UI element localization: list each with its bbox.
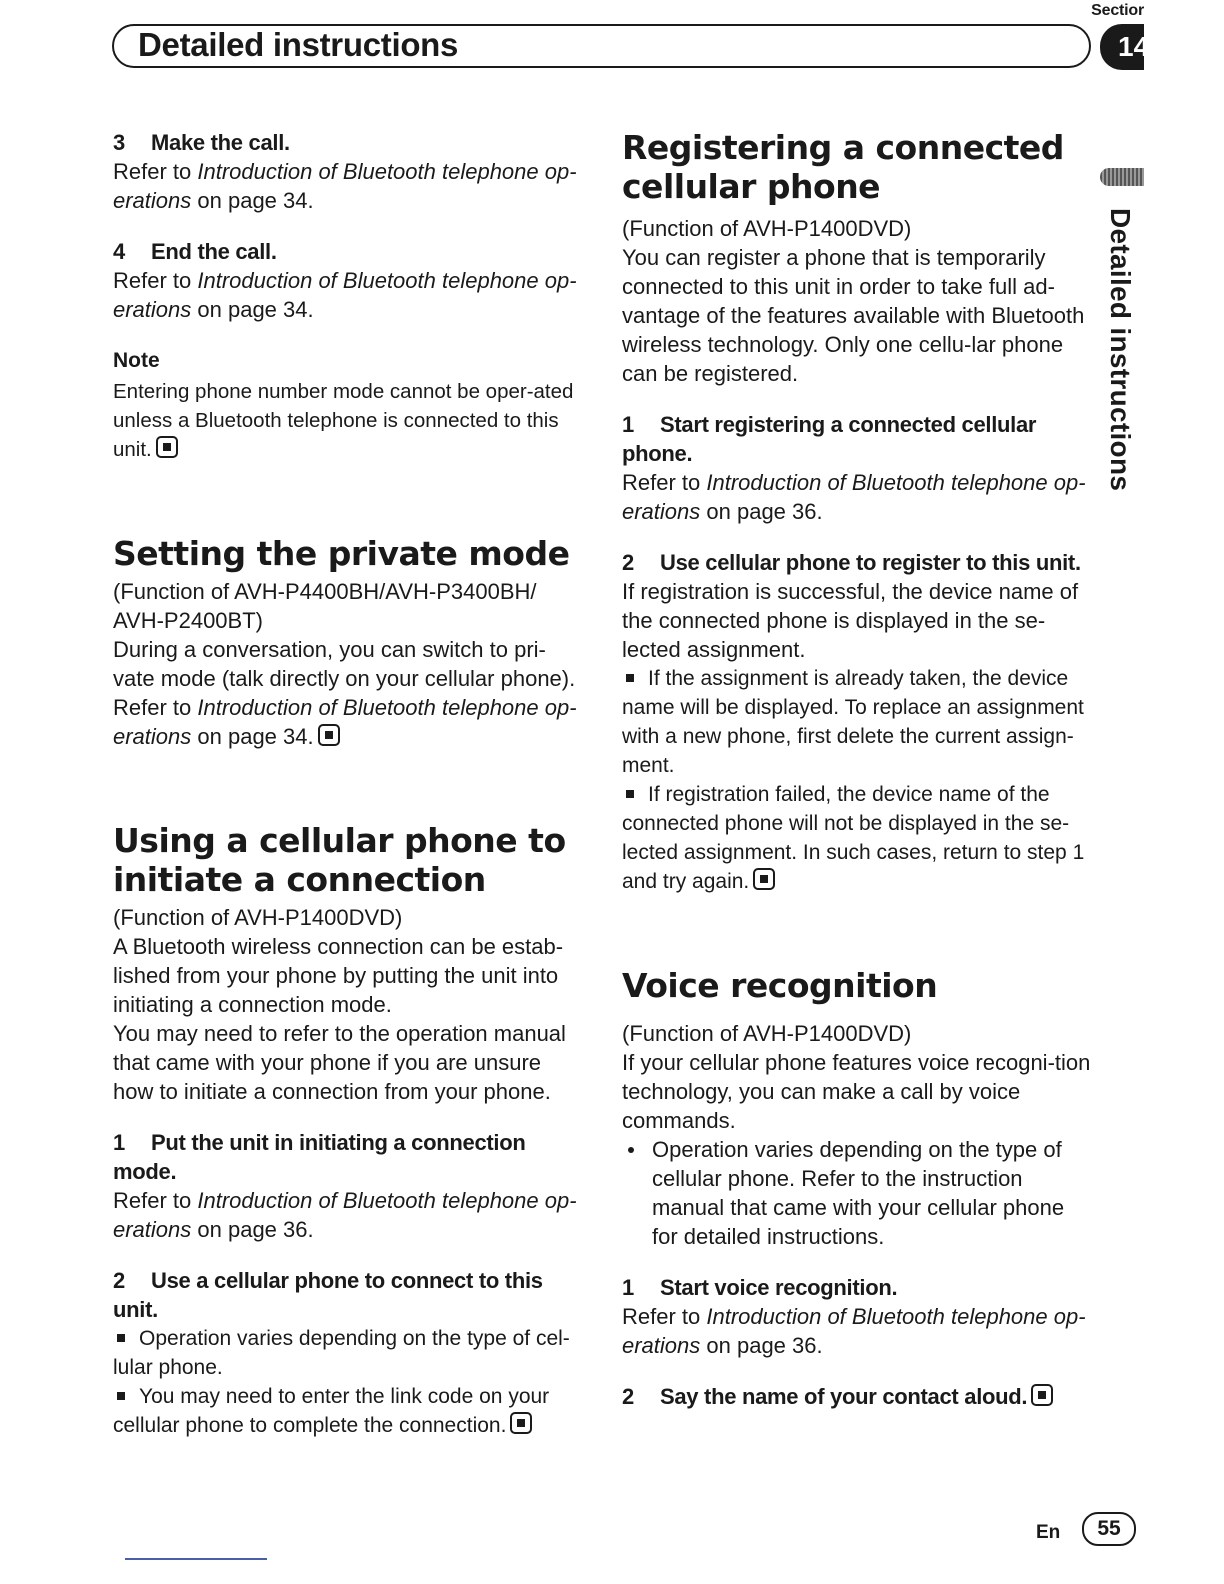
language-code: En <box>1036 1522 1061 1543</box>
end-mark-icon <box>510 1412 532 1434</box>
section-heading-register-phone: Registering a connected cellular phone <box>622 128 1064 206</box>
square-bullet-icon <box>626 790 634 798</box>
bottom-rule <box>125 1558 267 1560</box>
paragraph: You can register a phone that is temporarily connected to this unit in order to take full ad-vantage of the features available with Bluetooth wireless technology. Only one cellu-lar phone can be registered. <box>622 245 1085 386</box>
square-bullet-icon <box>626 674 634 682</box>
page-number: 55 <box>1082 1512 1136 1546</box>
step-heading: 1 Put the unit in initiating a connection mode. <box>113 1130 526 1184</box>
step-text: If registration is successful, the device name of the connected phone is displayed in the se-lected assignment. <box>622 579 1079 662</box>
side-tab-label: Detailed instructions <box>1105 208 1136 492</box>
right-column-voice <box>622 966 1094 1411</box>
paragraph: Refer to Introduction of Bluetooth telephone op-erations on page 34. <box>113 695 577 749</box>
paragraph: A Bluetooth wireless connection can be estab-lished from your phone by putting the unit into initiating a connection mode. <box>113 934 564 1017</box>
bullet-item: You may need to enter the link code on your cellular phone to complete the connection. <box>113 1385 550 1437</box>
step-heading: 2 Use cellular phone to register to this unit. <box>622 550 1081 575</box>
bullet-item: If the assignment is already taken, the device name will be displayed. To replace an assignment with a new phone, first delete the current assign-ment. <box>622 667 1084 777</box>
bullet-item: Operation varies depending on the type of cel-lular phone. <box>113 1327 570 1379</box>
end-mark-icon <box>1031 1384 1053 1406</box>
side-tab-marker <box>1100 168 1144 186</box>
section-heading-private-mode: Setting the private mode <box>113 534 570 573</box>
square-bullet-icon <box>117 1392 125 1400</box>
function-note: (Function of AVH-P1400DVD) <box>113 905 403 930</box>
function-note: (Function of AVH-P4400BH/AVH-P3400BH/ AVH-P2400BT) <box>113 579 537 633</box>
step-heading: 1 Start registering a connected cellular phone. <box>622 412 1037 466</box>
square-bullet-icon <box>117 1334 125 1342</box>
step-text: Refer to Introduction of Bluetooth telephone op-erations on page 36. <box>113 1188 577 1242</box>
paragraph: During a conversation, you can switch to pri-vate mode (talk directly on your cellular phone). <box>113 637 576 691</box>
step-heading: 3 Make the call. <box>113 130 290 155</box>
step-heading: 1 Start voice recognition. <box>622 1275 898 1300</box>
left-column <box>113 128 583 1440</box>
note-title: Note <box>113 349 160 372</box>
step-text: Refer to Introduction of Bluetooth telephone op-erations on page 34. <box>113 268 577 322</box>
right-column <box>622 128 1094 896</box>
step-text: Refer to Introduction of Bluetooth telephone op-erations on page 34. <box>113 159 577 213</box>
step-text: Refer to Introduction of Bluetooth telephone op-erations on page 36. <box>622 1304 1086 1358</box>
page-title: Detailed instructions <box>138 26 459 63</box>
step-heading: 2 Say the name of your contact aloud. <box>622 1382 1094 1411</box>
note-text: Entering phone number mode cannot be oper-ated unless a Bluetooth telephone is connected to this unit. <box>113 380 574 461</box>
end-mark-icon <box>156 436 178 458</box>
section-number-badge: 14 <box>1100 24 1144 70</box>
section-heading-initiate-connection: Using a cellular phone to initiate a connection <box>113 821 566 899</box>
function-note: (Function of AVH-P1400DVD) <box>622 1021 912 1046</box>
dot-list <box>622 1135 1094 1251</box>
end-mark-icon <box>318 724 340 746</box>
dot-list-item: Operation varies depending on the type of cellular phone. Refer to the instruction manual that came with your cellular phone for detailed instructions. <box>622 1135 1094 1251</box>
paragraph: If your cellular phone features voice recogni-tion technology, you can make a call by voice commands. <box>622 1050 1091 1133</box>
section-heading-voice-recognition: Voice recognition <box>622 966 938 1005</box>
end-mark-icon <box>753 868 775 890</box>
function-note: (Function of AVH-P1400DVD) <box>622 216 912 241</box>
step-heading: 4 End the call. <box>113 239 277 264</box>
section-label: Sectior <box>1091 2 1144 19</box>
step-text: Refer to Introduction of Bluetooth telephone op-erations on page 36. <box>622 470 1086 524</box>
paragraph: You may need to refer to the operation manual that came with your phone if you are unsure how to initiate a connection from your phone. <box>113 1021 566 1104</box>
step-heading: 2 Use a cellular phone to connect to this unit. <box>113 1268 543 1322</box>
bullet-item: If registration failed, the device name of the connected phone will not be displayed in the se-lected assignment. In such cases, return to step 1 and try again. <box>622 783 1085 893</box>
